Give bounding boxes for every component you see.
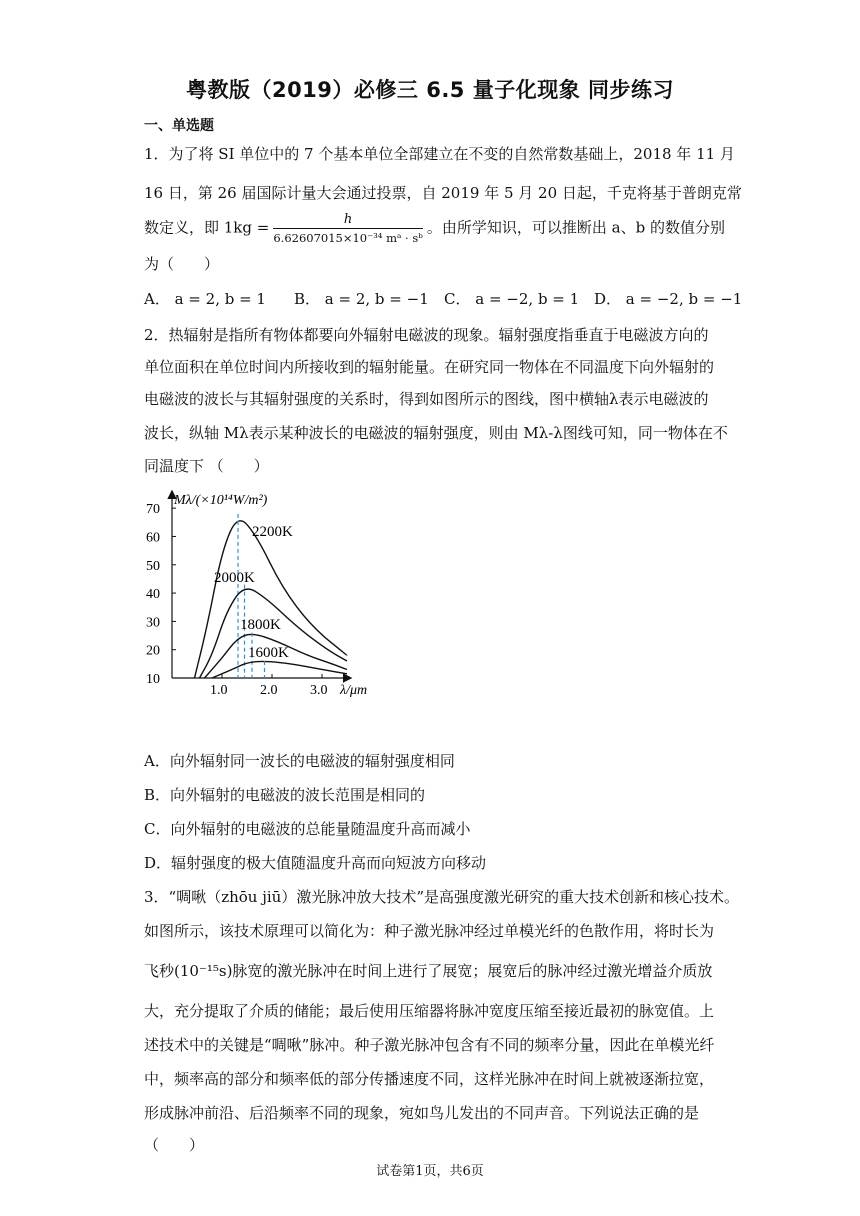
section-heading: 一、单选题	[144, 118, 214, 134]
x-axis-label: λ/μm	[340, 683, 368, 698]
q1-line-4: 为（ ）	[144, 255, 220, 273]
q1-option-b[interactable]: B． a = 2, b = −1	[294, 290, 429, 308]
q2-line-2: 单位面积在单位时间内所接收到的辐射能量。在研究同一物体在不同温度下向外辐射的	[144, 358, 715, 376]
q2-line-4: 波长，纵轴 Mλ表示某种波长的电磁波的辐射强度，则由 Mλ-λ图线可知，同一物体在不	[144, 424, 728, 442]
q2-option-b[interactable]: B．向外辐射的电磁波的波长范围是相同的	[144, 786, 426, 804]
q3-line-8: （ ）	[144, 1136, 205, 1154]
x-tick-label: 3.0	[310, 683, 328, 698]
page-title: 粤教版（2019）必修三 6.5 量子化现象 同步练习	[185, 78, 675, 102]
x-tick-label: 2.0	[260, 683, 278, 698]
q3-line-6: 中，频率高的部分和频率低的部分传播速度不同，这样光脉冲在时间上就被逐渐拉宽，	[144, 1070, 715, 1088]
q2-option-a[interactable]: A．向外辐射同一波长的电磁波的辐射强度相同	[144, 752, 455, 770]
y-tick-label: 60	[146, 530, 160, 546]
radiation-chart	[140, 482, 390, 702]
q1-line-1: 1．为了将 SI 单位中的 7 个基本单位全部建立在不变的自然常数基础上，2018 年 11 月	[144, 145, 735, 163]
q1-line-3-pre: 数定义，即 1kg =	[144, 218, 270, 237]
q1-option-d[interactable]: D． a = −2, b = −1	[594, 290, 743, 308]
series-label-1600k: 1600K	[248, 645, 289, 661]
page-footer: 试卷第1页，共6页	[376, 1164, 484, 1179]
series-label-2000k: 2000K	[214, 570, 255, 586]
q3-line-4: 大，充分提取了介质的储能；最后使用压缩器将脉冲宽度压缩至接近最初的脉宽值。上	[144, 1002, 715, 1020]
q2-line-3: 电磁波的波长与其辐射强度的关系时，得到如图所示的图线，图中横轴λ表示电磁波的	[144, 390, 709, 408]
fraction-numerator: h	[273, 212, 423, 229]
q2-option-d[interactable]: D．辐射强度的极大值随温度升高而向短波方向移动	[144, 854, 487, 872]
curve-1600k	[212, 661, 347, 678]
y-tick-label: 50	[146, 558, 160, 574]
curve-2000k	[200, 589, 348, 678]
q1-option-c[interactable]: C． a = −2, b = 1	[444, 290, 580, 308]
fraction-denominator: 6.62607015×10⁻³⁴ mᵃ · sᵇ	[273, 231, 423, 245]
q2-line-5: 同温度下 （ ）	[144, 457, 269, 475]
series-label-1800k: 1800K	[240, 617, 281, 633]
y-tick-label: 10	[146, 672, 160, 687]
q3-line-3: 飞秒(10⁻¹⁵s)脉宽的激光脉冲在时间上进行了展宽；展宽后的脉冲经过激光增益介质放	[144, 962, 713, 980]
q1-line-3-post: 。由所学知识，可以推断出 a、b 的数值分别	[426, 218, 725, 237]
q3-line-5: 述技术中的关键是“啁啾”脉冲。种子激光脉冲包含有不同的频率分量，因此在单模光纤	[144, 1036, 715, 1054]
y-tick-label: 40	[146, 587, 160, 603]
x-tick-label: 1.0	[210, 683, 228, 698]
q3-line-7: 形成脉冲前沿、后沿频率不同的现象，宛如鸟儿发出的不同声音。下列说法正确的是	[144, 1104, 700, 1122]
kg-fraction	[273, 212, 423, 245]
q1-option-a[interactable]: A． a = 2, b = 1	[144, 290, 266, 308]
q2-line-1: 2．热辐射是指所有物体都要向外辐射电磁波的现象。辐射强度指垂直于电磁波方向的	[144, 326, 709, 344]
q3-line-2: 如图所示，该技术原理可以简化为：种子激光脉冲经过单模光纤的色散作用，将时长为	[144, 922, 715, 940]
q1-line-3	[144, 212, 725, 245]
q1-line-2: 16 日，第 26 届国际计量大会通过投票，自 2019 年 5 月 20 日起，千克将基于普朗克常	[144, 184, 742, 202]
y-tick-label: 70	[146, 502, 160, 518]
q2-option-c[interactable]: C．向外辐射的电磁波的总能量随温度升高而减小	[144, 820, 471, 838]
q3-line-1: 3．“啁啾（zhōu jiū）激光脉冲放大技术”是高强度激光研究的重大技术创新和核心技术。	[144, 888, 740, 906]
series-label-2200k: 2200K	[252, 524, 293, 540]
y-tick-label: 20	[146, 643, 160, 659]
y-axis-label: Mλ/(×10¹⁴W/m²)	[174, 493, 268, 508]
y-tick-label: 30	[146, 615, 160, 631]
